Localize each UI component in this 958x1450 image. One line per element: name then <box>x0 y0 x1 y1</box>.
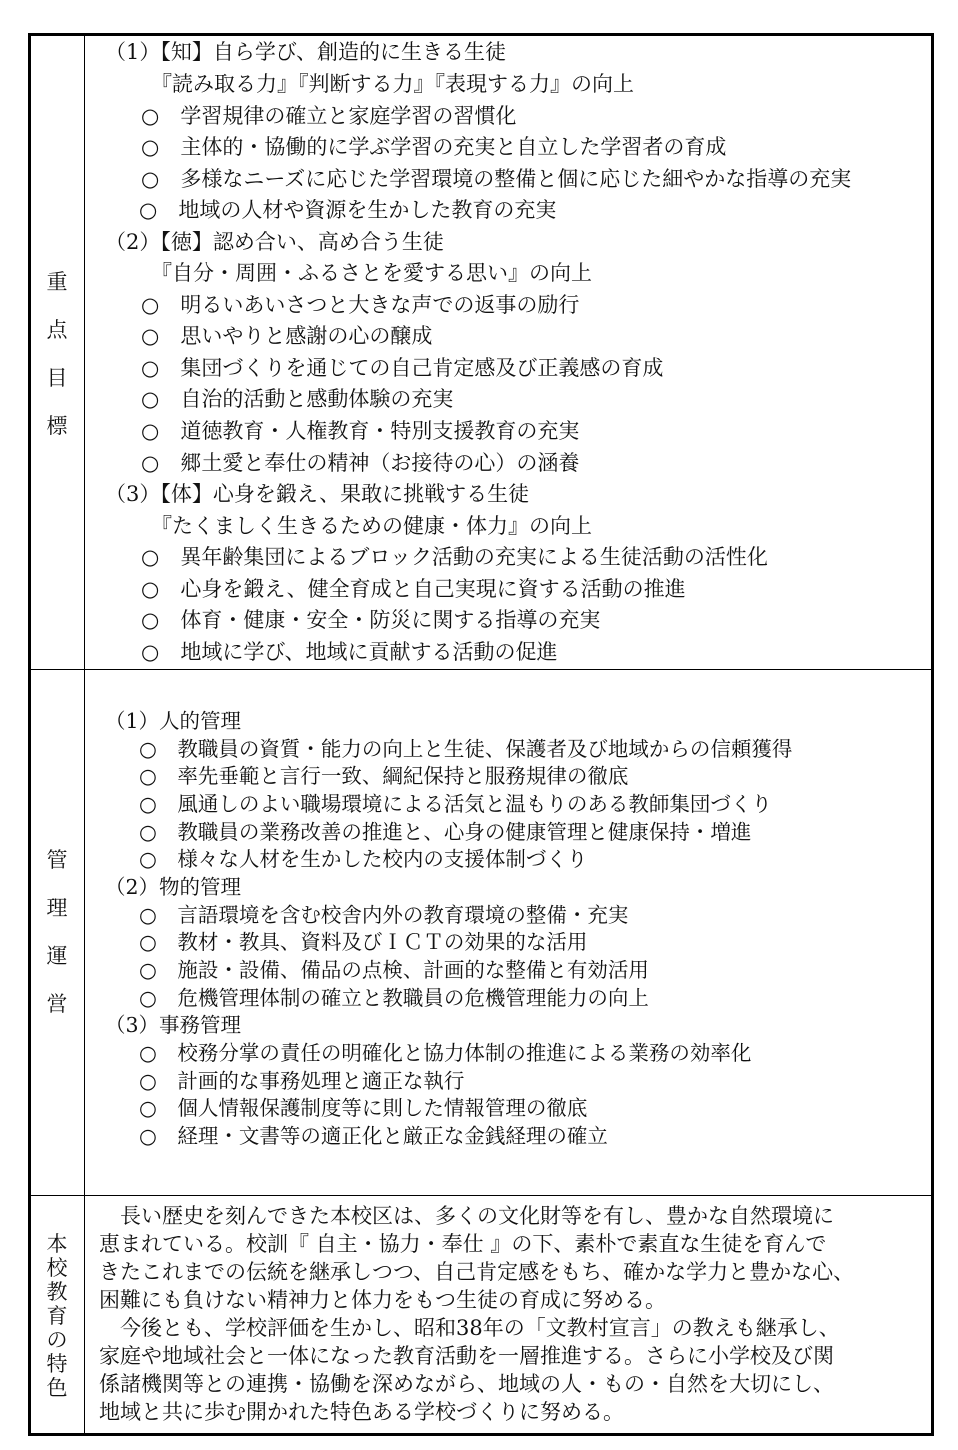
management-heading: （1）人的管理 <box>105 709 242 733</box>
goals-heading: （2）【徳】認め合い、高め合う生徒 <box>105 230 444 254</box>
goals-item: ○ 地域に学び、地域に貢献する活動の促進 <box>141 640 558 664</box>
features-header-char: 育 <box>46 1304 68 1328</box>
features-header-char: 教 <box>46 1280 68 1304</box>
goals-header-char: 目 <box>46 366 68 390</box>
features-header-char: 校 <box>46 1256 68 1280</box>
management-item: ○ 風通しのよい職場環境による活気と温もりのある教師集団づくり <box>139 792 772 816</box>
features-header-char: の <box>46 1328 68 1352</box>
goals-item: ○ 多様なニーズに応じた学習環境の整備と個に応じた細やかな指導の充実 <box>141 167 852 191</box>
goals-header-char: 重 <box>46 270 68 294</box>
goals-item: ○ 地域の人材や資源を生かした教育の充実 <box>139 198 557 222</box>
features-paragraph <box>99 1202 929 1426</box>
goals-item: ○ 明るいあいさつと大きな声での返事の励行 <box>141 293 580 317</box>
features-header-cell <box>31 1196 85 1433</box>
management-row <box>31 670 931 1196</box>
management-item: ○ 危機管理体制の確立と教職員の危機管理能力の向上 <box>139 986 649 1010</box>
features-line: 困難にも負けない精神力と体力をもつ生徒の育成に努める。 <box>99 1288 666 1312</box>
management-header-char: 運 <box>46 944 68 968</box>
school-plan-table <box>28 33 934 1436</box>
management-heading: （3）事務管理 <box>105 1013 242 1037</box>
management-item: ○ 率先垂範と言行一致、綱紀保持と服務規律の徹底 <box>139 764 629 788</box>
features-content-cell <box>85 1196 931 1433</box>
features-line: 今後とも、学校評価を生かし、昭和38年の「文教村宣言」の教えも継承し、 <box>99 1316 840 1340</box>
features-header-char: 本 <box>46 1232 68 1256</box>
goals-header-char: 標 <box>46 414 68 438</box>
features-line: 恵まれている。校訓『 自主・協力・奉仕 』の下、素朴で素直な生徒を育んで <box>99 1232 827 1256</box>
management-item: ○ 言語環境を含む校舎内外の教育環境の整備・充実 <box>139 903 629 927</box>
management-item: ○ 校務分掌の責任の明確化と協力体制の推進による業務の効率化 <box>139 1041 752 1065</box>
goals-header-char: 点 <box>46 318 68 342</box>
features-row <box>31 1196 931 1433</box>
goals-subheading: 『たくましく生きるための健康・体力』の向上 <box>151 514 592 538</box>
goals-heading: （1）【知】自ら学び、創造的に生きる生徒 <box>105 40 507 64</box>
management-header-char: 理 <box>46 896 68 920</box>
goals-item: ○ 主体的・協働的に学ぶ学習の充実と自立した学習者の育成 <box>141 135 727 159</box>
goals-item: ○ 異年齢集団によるブロック活動の充実による生徒活動の活性化 <box>141 545 768 569</box>
management-item: ○ 施設・設備、備品の点検、計画的な整備と有効活用 <box>139 958 649 982</box>
features-header-char: 色 <box>46 1376 68 1400</box>
features-line: 地域と共に歩む開かれた特色ある学校づくりに努める。 <box>99 1400 624 1424</box>
goals-content-cell <box>85 36 931 669</box>
goals-item: ○ 自治的活動と感動体験の充実 <box>141 387 454 411</box>
management-item: ○ 様々な人材を生かした校内の支援体制づくり <box>139 847 588 871</box>
features-header-char: 特 <box>46 1352 68 1376</box>
management-heading: （2）物的管理 <box>105 875 242 899</box>
management-header-cell <box>31 670 85 1195</box>
goals-header-cell <box>31 36 85 669</box>
management-item: ○ 教職員の業務改善の推進と、心身の健康管理と健康保持・増進 <box>139 820 752 844</box>
management-item: ○ 個人情報保護制度等に則した情報管理の徹底 <box>139 1096 588 1120</box>
management-content-cell <box>85 670 931 1195</box>
goals-heading: （3）【体】心身を鍛え、果敢に挑戦する生徒 <box>105 482 530 506</box>
features-line: 長い歴史を刻んできた本校区は、多くの文化財等を有し、豊かな自然環境に <box>99 1204 834 1228</box>
goals-item: ○ 体育・健康・安全・防災に関する指導の充実 <box>141 608 601 632</box>
features-line: きたこれまでの伝統を継承しつつ、自己肯定感をもち、確かな学力と豊かな心、 <box>99 1260 855 1284</box>
management-header-char: 管 <box>46 848 68 872</box>
goals-subheading: 『読み取る力』『判断する力』『表現する力』の向上 <box>151 72 634 96</box>
features-line: 家庭や地域社会と一体になった教育活動を一層推進する。さらに小学校及び関 <box>99 1344 834 1368</box>
goals-item: ○ 郷土愛と奉仕の精神（お接待の心）の涵養 <box>141 451 580 475</box>
goals-item: ○ 心身を鍛え、健全育成と自己実現に資する活動の推進 <box>141 577 686 601</box>
management-item: ○ 経理・文書等の適正化と厳正な金銭経理の確立 <box>139 1124 608 1148</box>
goals-item: ○ 思いやりと感謝の心の醸成 <box>141 324 433 348</box>
management-item: ○ 教職員の資質・能力の向上と生徒、保護者及び地域からの信頼獲得 <box>139 737 793 761</box>
goals-subheading: 『自分・周囲・ふるさとを愛する思い』の向上 <box>151 261 592 285</box>
management-item: ○ 計画的な事務処理と適正な執行 <box>139 1069 465 1093</box>
features-line: 係諸機関等との連携・協働を深めながら、地域の人・もの・自然を大切にし、 <box>99 1372 834 1396</box>
goals-row <box>31 36 931 670</box>
goals-item: ○ 道徳教育・人権教育・特別支援教育の充実 <box>141 419 580 443</box>
goals-item: ○ 集団づくりを通じての自己肯定感及び正義感の育成 <box>141 356 664 380</box>
management-header-char: 営 <box>46 992 68 1016</box>
goals-item: ○ 学習規律の確立と家庭学習の習慣化 <box>141 104 517 128</box>
management-item: ○ 教材・教具、資料及びＩＣＴの効果的な活用 <box>139 930 588 954</box>
